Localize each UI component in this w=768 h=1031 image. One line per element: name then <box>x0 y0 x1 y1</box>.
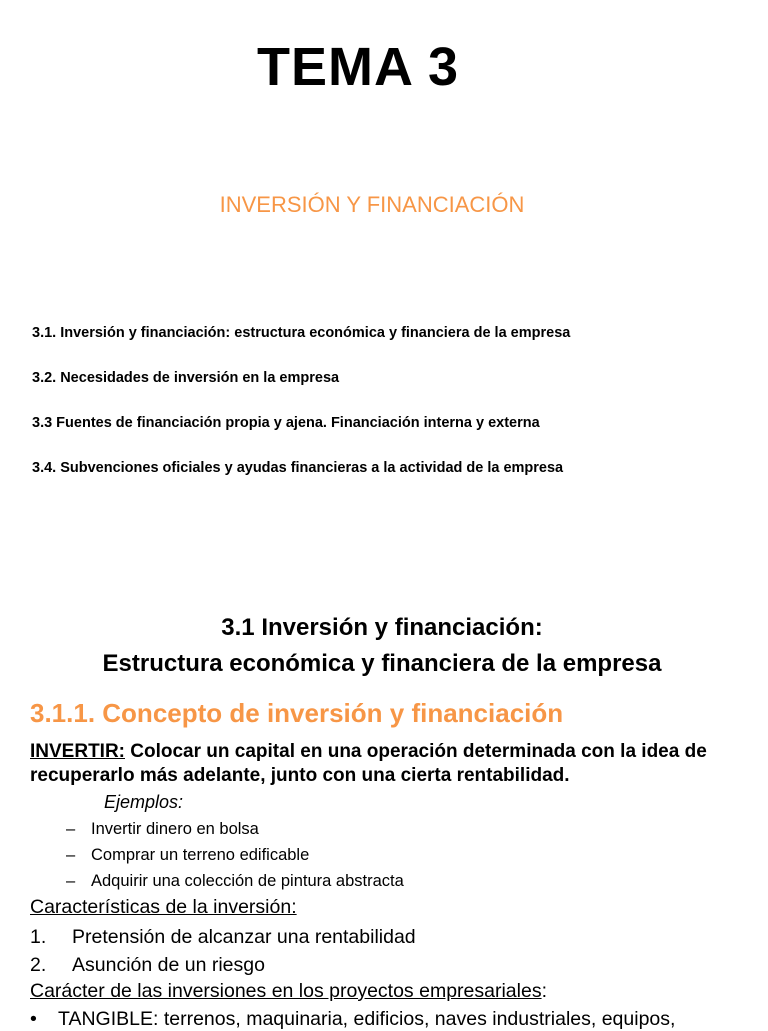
examples-list <box>66 818 404 896</box>
investment-character-heading <box>30 980 547 1003</box>
subsection-heading: 3.1.1. Concepto de inversión y financiación <box>30 698 564 728</box>
list-number: 1. <box>30 926 47 948</box>
invertir-term: INVERTIR: <box>30 741 125 762</box>
characteristics-list <box>30 924 416 980</box>
section-heading <box>0 610 764 682</box>
dash-bullet: – <box>66 846 76 864</box>
list-item <box>66 818 404 844</box>
slide-section-3-1 <box>0 560 768 1030</box>
example-text: Invertir dinero en bolsa <box>91 820 259 838</box>
list-item <box>30 924 416 952</box>
section-heading-line2: Estructura económica y financiera de la empresa <box>102 650 662 677</box>
tangible-bullet-item <box>30 1008 768 1031</box>
section-heading-line1: 3.1 Inversión y financiación: <box>221 614 543 641</box>
tangible-text: TANGIBLE: terrenos, maquinaria, edificios, naves industriales, equipos, <box>58 1008 676 1030</box>
example-text: Comprar un terreno edificable <box>91 846 310 864</box>
list-item <box>66 870 404 896</box>
toc-item-3-3: 3.3 Fuentes de financiación propia y ajena. Financiación interna y externa <box>32 415 540 431</box>
example-text: Adquirir una colección de pintura abstracta <box>91 872 404 890</box>
heading-colon: : <box>541 980 547 1002</box>
list-number: 2. <box>30 954 47 976</box>
characteristics-heading: Características de la inversión: <box>30 896 297 918</box>
page-title: TEMA 3 <box>256 37 459 97</box>
characteristic-text: Asunción de un riesgo <box>72 954 265 976</box>
dash-bullet: – <box>66 872 76 890</box>
page-subtitle: INVERSIÓN Y FINANCIACIÓN <box>219 192 525 217</box>
table-of-contents <box>32 322 570 502</box>
bullet-icon: • <box>30 1008 37 1030</box>
dash-bullet: – <box>66 820 76 838</box>
list-item <box>66 844 404 870</box>
list-item <box>30 952 416 980</box>
investment-character-heading-text: Carácter de las inversiones en los proyectos empresariales <box>30 980 542 1002</box>
toc-item-3-4: 3.4. Subvenciones oficiales y ayudas financieras a la actividad de la empresa <box>32 460 564 476</box>
invertir-definition <box>30 740 750 788</box>
characteristic-text: Pretensión de alcanzar una rentabilidad <box>72 926 416 948</box>
examples-label: Ejemplos: <box>104 792 184 812</box>
toc-item-3-1: 3.1. Inversión y financiación: estructura económica y financiera de la empresa <box>32 325 571 341</box>
invertir-definition-text: Colocar un capital en una operación determinada con la idea de recuperarlo más adelante, junto con una cierta rentabilidad. <box>30 741 707 786</box>
toc-item-3-2: 3.2. Necesidades de inversión en la empresa <box>32 370 340 386</box>
